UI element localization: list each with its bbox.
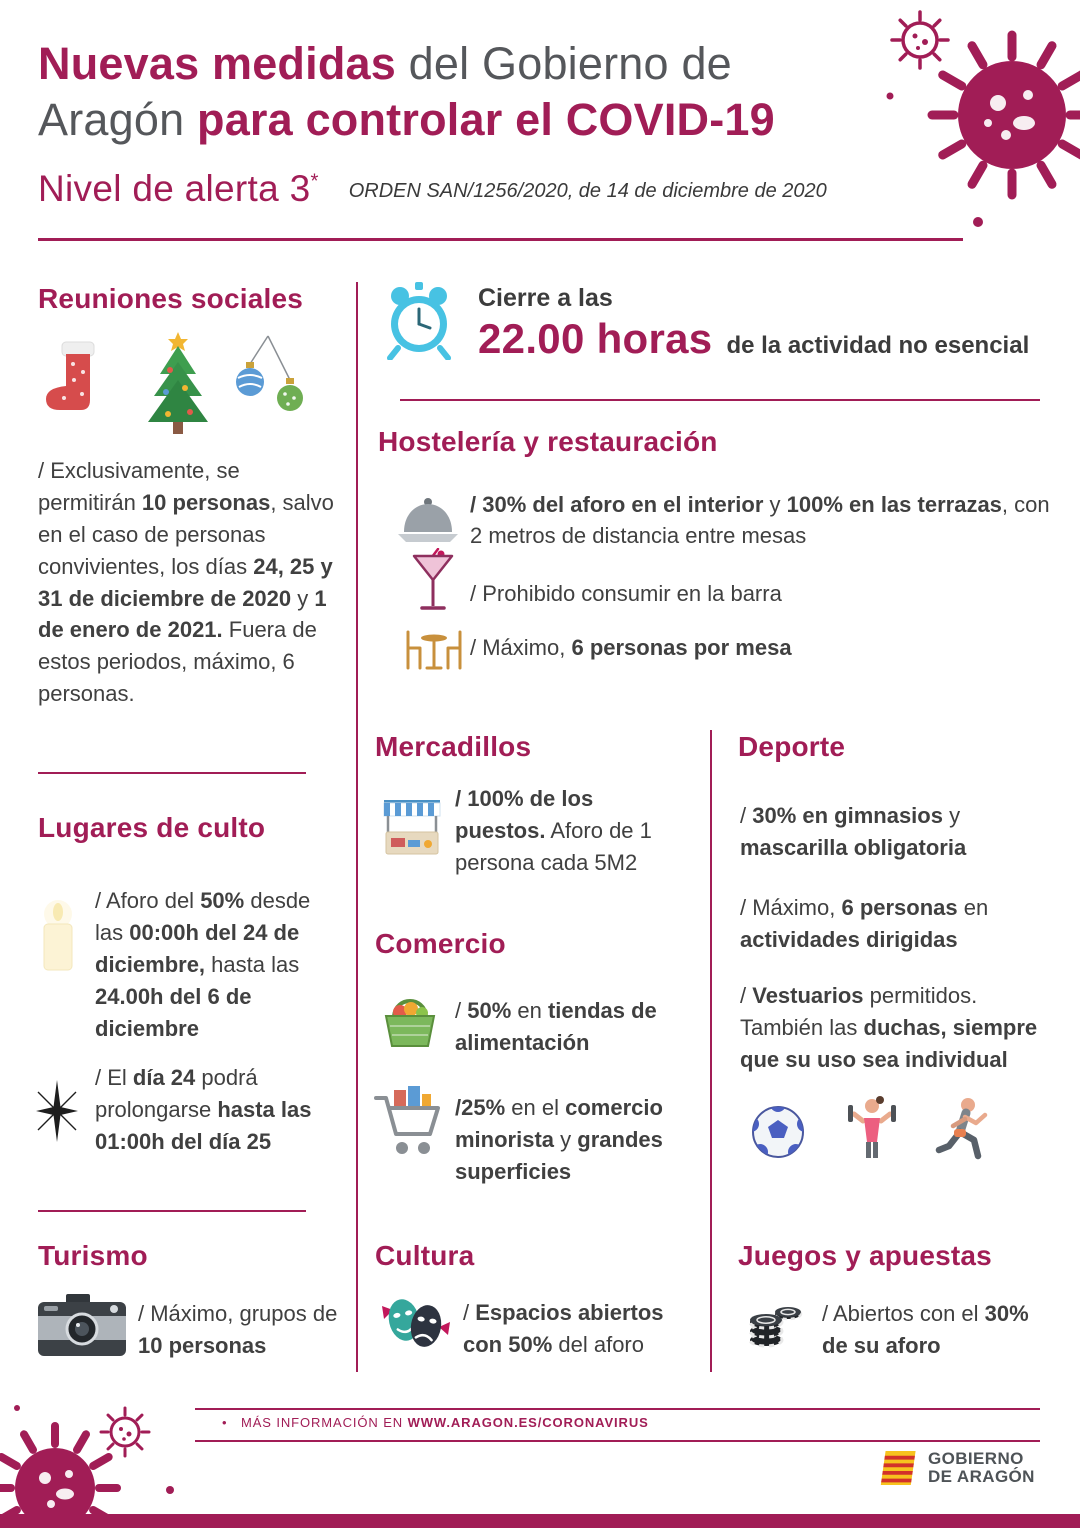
footer-divider-bottom [195, 1440, 1040, 1442]
shopping-cart-icon [372, 1082, 442, 1166]
reuniones-text: / Exclusivamente, se permitirán 10 personas, salvo en el caso de personas convivientes, los días 24, 25 y 31 de diciembre de 2020 y 1 de enero de 2021. Fuera de estos periodos, máximo, 6 personas. [38, 458, 334, 707]
closure-lead: Cierre a las [478, 284, 613, 312]
sparkle-star-icon [26, 1078, 88, 1144]
alert-asterisk: * [310, 170, 319, 193]
hosteleria-item-1: / 30% del aforo en el interior y 100% en las terrazas, con 2 metros de distancia entre mesas [470, 492, 1050, 548]
deporte-item-3: / Vestuarios permitidos. También las duchas, siempre que su uso sea individual [740, 983, 1038, 1072]
section-divider [38, 772, 306, 774]
virus-icon [0, 1390, 195, 1522]
market-stall-icon [382, 792, 442, 858]
cultura-item-1: / Espacios abiertos con 50% del aforo [463, 1300, 664, 1357]
section-title-turismo: Turismo [38, 1240, 148, 1271]
weightlifter-icon [848, 1096, 896, 1158]
alert-level-text: Nivel de alerta 3 [38, 168, 311, 209]
comercio-item-2: /25% en el comercio minorista y grandes superficies [455, 1095, 663, 1184]
baubles-icon [236, 336, 303, 411]
sports-icons [742, 1092, 1002, 1172]
section-title-comercio: Comercio [375, 928, 506, 959]
section-title-cultura: Cultura [375, 1240, 475, 1271]
section-title-deporte: Deporte [738, 731, 846, 762]
footer-divider-top [195, 1408, 1040, 1410]
section-title-juegos: Juegos y apuestas [738, 1240, 992, 1271]
section-title-culto: Lugares de culto [38, 812, 266, 843]
section-title-mercadillos: Mercadillos [375, 731, 532, 762]
virus-outline-icon [101, 1408, 149, 1456]
hosteleria-item-2: / Prohibido consumir en la barra [470, 581, 782, 606]
poker-chips-icon [746, 1292, 804, 1354]
mercadillos-item-1: / 100% de los puestos. Aforo de 1 persona cada 5M2 [455, 786, 652, 875]
cocktail-icon [410, 548, 456, 616]
juegos-item-1: / Abiertos con el 30% de su aforo [822, 1301, 1029, 1358]
aragon-flag-icon [880, 1448, 918, 1488]
gov-line-1: GOBIERNO [928, 1448, 1024, 1468]
section-divider [38, 1210, 306, 1212]
column-divider-left [356, 282, 358, 1372]
deporte-item-1: / 30% en gimnasios y mascarilla obligatoria [740, 803, 967, 860]
section-title-hosteleria: Hostelería y restauración [378, 426, 718, 457]
virus-icon [860, 0, 1080, 265]
runner-icon [939, 1098, 985, 1156]
government-logo [880, 1448, 1035, 1488]
hosteleria-item-3: / Máximo, 6 personas por mesa [470, 635, 792, 660]
alert-level [38, 168, 319, 210]
christmas-stocking-icon [46, 342, 94, 410]
candle-icon [26, 896, 90, 978]
header-divider [38, 238, 963, 241]
subtitle-row [38, 168, 827, 210]
food-basket-icon [378, 986, 442, 1050]
page-title: Nuevas medidas del Gobierno de Aragón para controlar el COVID-19 [38, 38, 775, 145]
table-chairs-icon [400, 624, 468, 672]
gov-line-2: DE ARAGÓN [928, 1467, 1035, 1486]
cloche-icon [396, 492, 460, 546]
closure-time: 22.00 horas [478, 315, 713, 362]
virus-outline-icon [892, 12, 948, 68]
theater-masks-icon [380, 1290, 452, 1356]
closure-desc: de la actividad no esencial [726, 332, 1030, 359]
footer-info: • MÁS INFORMACIÓN EN WWW.ARAGON.ES/CORONAVIRUS [222, 1415, 649, 1430]
christmas-icons [38, 328, 308, 446]
turismo-item-1: / Máximo, grupos de 10 personas [138, 1301, 338, 1358]
deporte-item-2: / Máximo, 6 personas en actividades dirigidas [740, 895, 989, 952]
bottom-bar [0, 1514, 1080, 1528]
alarm-clock-icon [382, 280, 456, 360]
comercio-item-1: / 50% en tiendas de alimentación [455, 998, 657, 1055]
culto-item-1: / Aforo del 50% desde las 00:00h del 24 de diciembre, hasta las 24.00h del 6 de diciembre [95, 888, 311, 1041]
closure-banner [478, 284, 1029, 363]
christmas-tree-icon [148, 332, 208, 434]
section-title-reuniones: Reuniones sociales [38, 283, 304, 314]
closure-divider [400, 399, 1040, 401]
soccer-ball-icon [743, 1096, 813, 1160]
order-reference: ORDEN SAN/1256/2020, de 14 de diciembre de 2020 [348, 180, 827, 202]
column-divider-right [710, 730, 712, 1372]
camera-icon [36, 1292, 128, 1360]
culto-item-2: / El día 24 podrá prolongarse hasta las 01:00h del día 25 [95, 1065, 312, 1154]
